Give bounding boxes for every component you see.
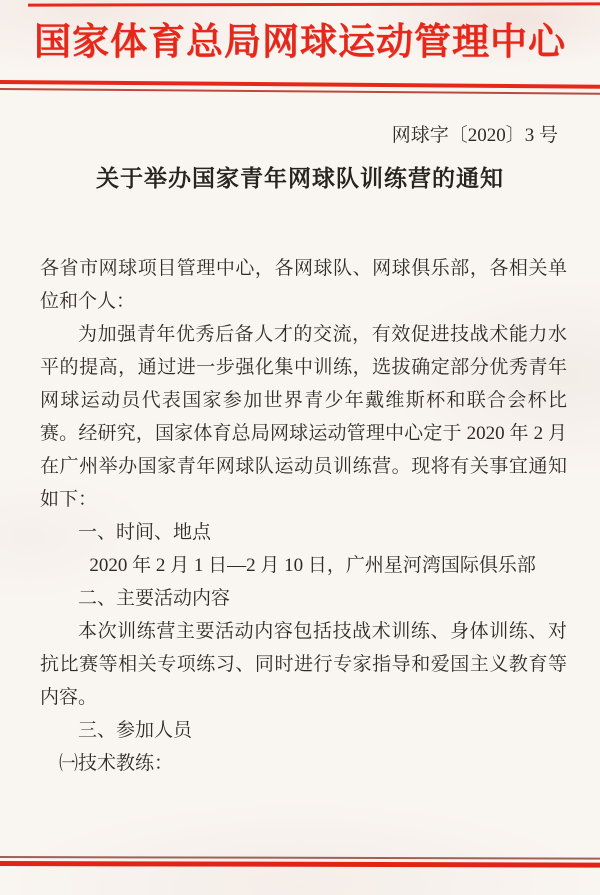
footer-rule-thick bbox=[0, 861, 600, 868]
section-1-content: 2020 年 2 月 1 日—2 月 10 日，广州星河湾国际俱乐部 bbox=[89, 555, 536, 576]
document-number: 网球字〔2020〕3 号 bbox=[391, 125, 558, 146]
notice-title: 关于举办国家青年网球队训练营的通知 bbox=[96, 166, 504, 191]
section-1-heading: 一、时间、地点 bbox=[78, 522, 212, 543]
notice-body bbox=[40, 252, 567, 780]
letterhead-rule-thin bbox=[0, 88, 600, 95]
intro-paragraph: 为加强青年优秀后备人才的交流，有效促进技战术能力水平的提高，通过进一步强化集中训练，选拔确定部分优秀青年网球运动员代表国家参加世界青少年戴维斯杯和联合会杯比赛。经研究，国家体育总局网球运动管理中心定于 2020 年 2 月在广州举办国家青年网球队运动员训练营。现将有关事宜通知如下： bbox=[40, 324, 567, 510]
letterhead-title: 国家体育总局网球运动管理中心 bbox=[34, 22, 566, 63]
section-3-heading: 三、参加人员 bbox=[78, 720, 193, 741]
footer-rule-thin bbox=[0, 856, 600, 860]
section-3-content: ㈠技术教练： bbox=[59, 753, 174, 774]
top-border-rule bbox=[28, 2, 600, 6]
section-2-heading: 二、主要活动内容 bbox=[78, 588, 231, 609]
salutation: 各省市网球项目管理中心，各网球队、网球俱乐部，各相关单位和个人： bbox=[40, 258, 567, 312]
section-2-content: 本次训练营主要活动内容包括技战术训练、身体训练、对抗比赛等相关专项练习、同时进行专家指导和爱国主义教育等内容。 bbox=[40, 621, 567, 708]
letterhead-rule-thick bbox=[0, 80, 600, 89]
